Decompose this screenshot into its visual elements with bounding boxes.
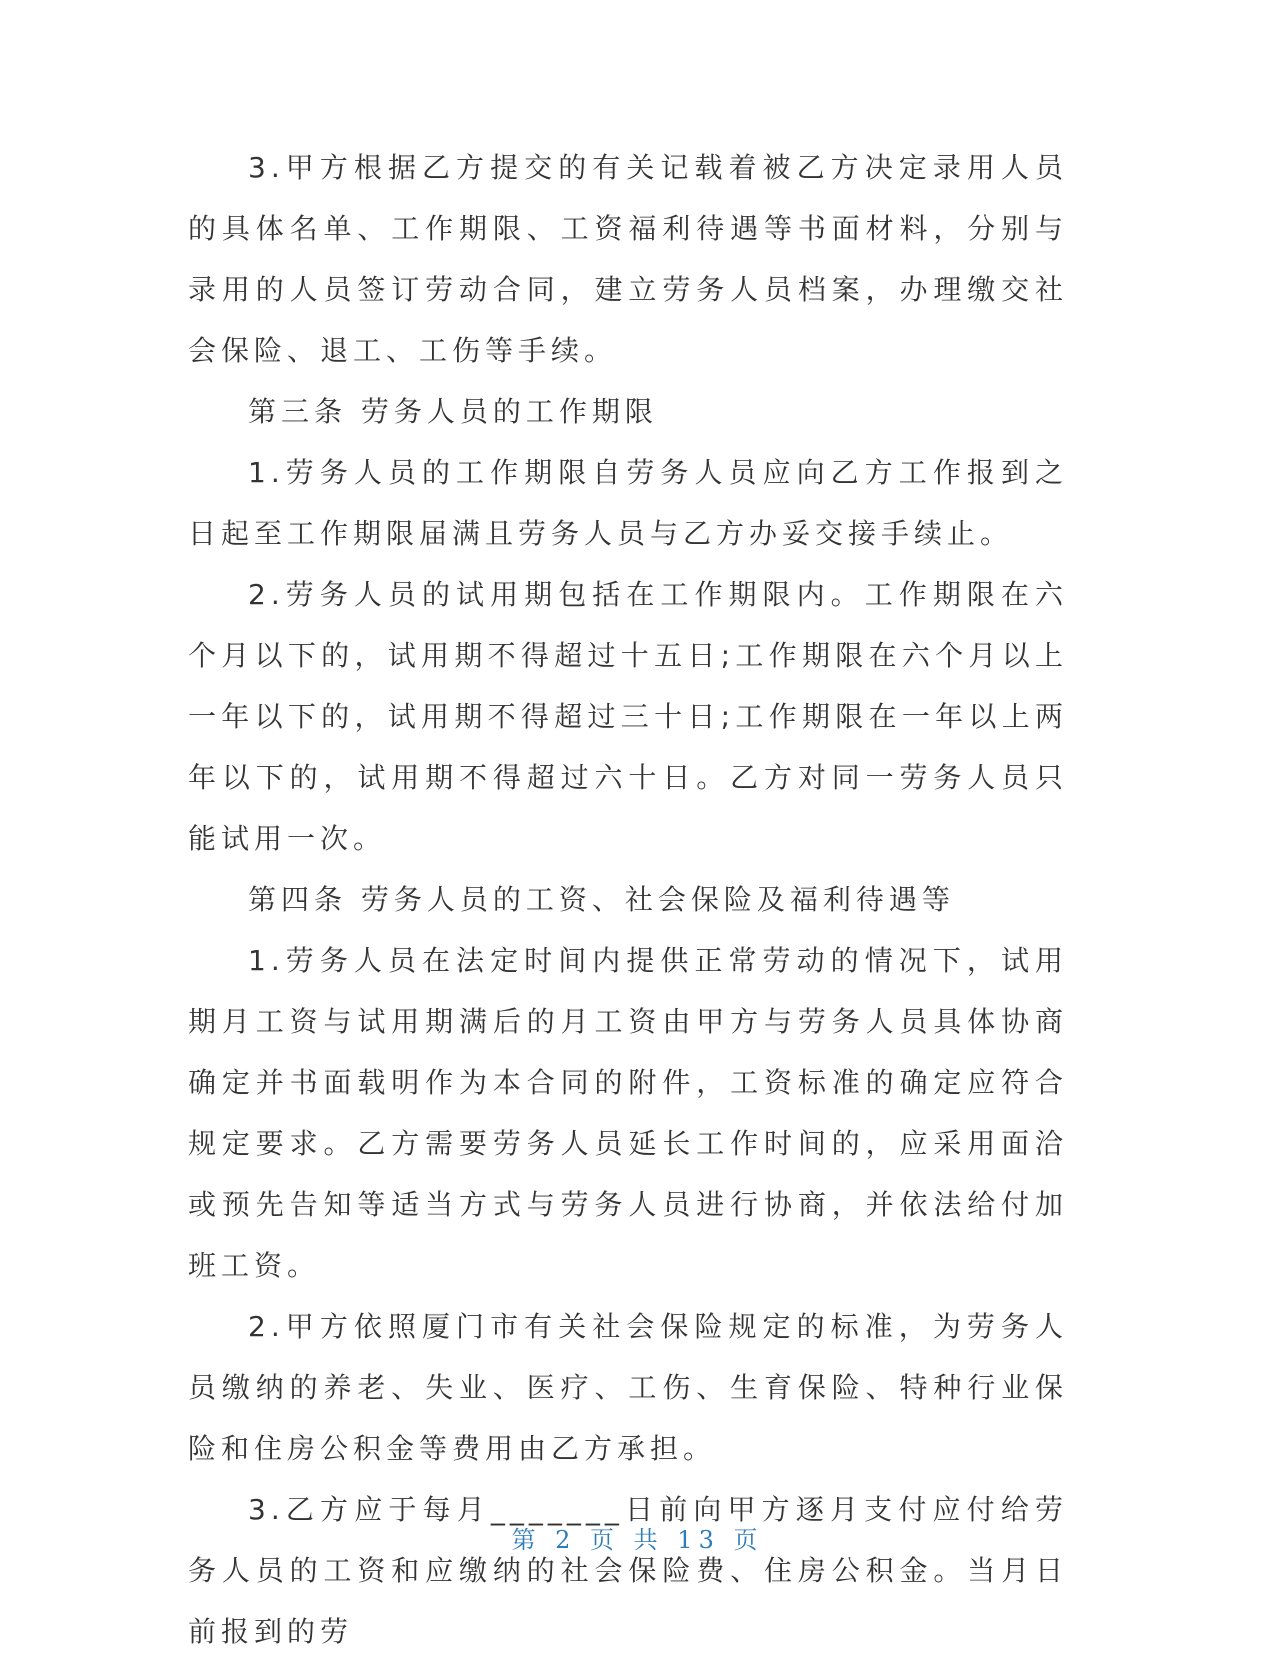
- paragraph-clause-4-1: 1.劳务人员在法定时间内提供正常劳动的情况下，试用期月工资与试用期满后的月工资由甲方与劳务人员具体协商确定并书面载明作为本合同的附件，工资标准的确定应符合规定要求。乙方需要劳务人员延长工作时间的，应采用面洽或预先告知等适当方式与劳务人员进行协商，并依法给付加班工资。: [188, 944, 1068, 1282]
- paragraph-clause-4-2: 2.甲方依照厦门市有关社会保险规定的标准，为劳务人员缴纳的养老、失业、医疗、工伤、生育保险、特种行业保险和住房公积金等费用由乙方承担。: [188, 1310, 1068, 1465]
- paragraph-clause-2-3: 3.甲方根据乙方提交的有关记载着被乙方决定录用人员的具体名单、工作期限、工资福利待遇等书面材料，分别与录用的人员签订劳动合同，建立劳务人员档案，办理缴交社会保险、退工、工伤等手续。: [188, 151, 1068, 367]
- paragraph-clause-3-1: 1.劳务人员的工作期限自劳务人员应向乙方工作报到之日起至工作期限届满且劳务人员与乙方办妥交接手续止。: [188, 456, 1068, 550]
- page-number-footer: 第 2 页 共 13 页: [511, 1526, 764, 1554]
- paragraph-clause-3-2: 2.劳务人员的试用期包括在工作期限内。工作期限在六个月以下的，试用期不得超过十五日;工作期限在六个月以上一年以下的，试用期不得超过三十日;工作期限在一年以上两年以下的，试用期不得超过六十日。乙方对同一劳务人员只能试用一次。: [188, 578, 1068, 855]
- article-4-heading: 第四条 劳务人员的工资、社会保险及福利待遇等: [248, 883, 955, 916]
- paragraph-clause-4-3: 3.乙方应于每月_______日前向甲方逐月支付应付给劳务人员的工资和应缴纳的社会保险费、住房公积金。当月日前报到的劳: [188, 1493, 1068, 1648]
- document-body: [188, 137, 1068, 1662]
- article-3-heading: 第三条 劳务人员的工作期限: [248, 395, 658, 428]
